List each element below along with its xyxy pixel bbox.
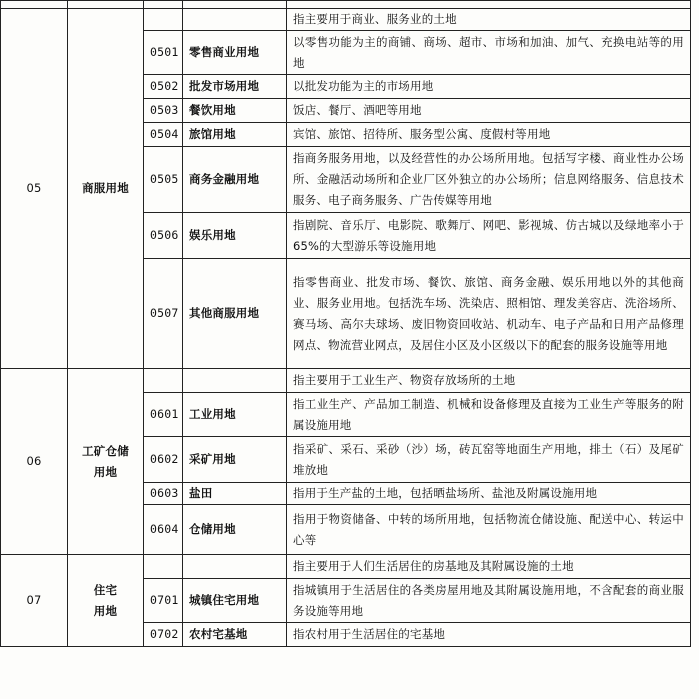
group-description: 指主要用于工业生产、物资存放场所的土地 — [287, 369, 691, 393]
item-description: 指用于生产盐的土地，包括晒盐场所、盐池及附属设施用地 — [287, 483, 691, 505]
table-cell — [183, 1, 287, 9]
group-code-cell: 07 — [1, 555, 68, 647]
table-cell — [144, 369, 183, 393]
item-name: 旅馆用地 — [183, 123, 287, 147]
item-code: 0505 — [144, 147, 183, 213]
item-code: 0601 — [144, 393, 183, 437]
item-description: 以零售功能为主的商铺、商场、超市、市场和加油、加气、充换电站等的用地 — [287, 31, 691, 75]
table-cell — [183, 555, 287, 579]
item-code: 0501 — [144, 31, 183, 75]
item-name: 零售商业用地 — [183, 31, 287, 75]
group-name: 住宅用地 — [93, 582, 118, 618]
item-name: 餐饮用地 — [183, 99, 287, 123]
table-row — [1, 369, 691, 393]
table-cell — [287, 1, 691, 9]
table-cell — [1, 1, 68, 9]
item-name: 仓储用地 — [183, 505, 287, 555]
group-name-cell — [68, 9, 144, 369]
item-code: 0702 — [144, 623, 183, 647]
item-description: 指采矿、采石、采砂（沙）场，砖瓦窑等地面生产用地，排土（石）及尾矿堆放地 — [287, 437, 691, 483]
item-code: 0602 — [144, 437, 183, 483]
item-description: 指商务服务用地，以及经营性的办公场所用地。包括写字楼、商业性办公场所、金融活动场所和企业厂区外独立的办公场所；信息网络服务、信息技术服务、电子商务服务、广告传媒等用地 — [287, 147, 691, 213]
item-name: 盐田 — [183, 483, 287, 505]
item-description: 指零售商业、批发市场、餐饮、旅馆、商务金融、娱乐用地以外的其他商业、服务业用地。包括洗车场、洗染店、照相馆、理发美容店、洗浴场所、赛马场、高尔夫球场、废旧物资回收站、机动车、电子产品和日用产品修理网点、物流营业网点，及居住小区及小区级以下的配套的服务设施等用地 — [287, 259, 691, 369]
item-description: 指剧院、音乐厅、电影院、歌舞厅、网吧、影视城、仿古城以及绿地率小于65%的大型游乐等设施用地 — [287, 213, 691, 259]
table-row — [1, 555, 691, 579]
item-description: 指工业生产、产品加工制造、机械和设备修理及直接为工业生产等服务的附属设施用地 — [287, 393, 691, 437]
item-name: 其他商服用地 — [183, 259, 287, 369]
table-cell — [68, 1, 144, 9]
item-name: 城镇住宅用地 — [183, 579, 287, 623]
table-cell — [144, 1, 183, 9]
item-description: 指城镇用于生活居住的各类房屋用地及其附属设施用地，不含配套的商业服务设施等用地 — [287, 579, 691, 623]
item-description: 以批发功能为主的市场用地 — [287, 75, 691, 99]
group-description: 指主要用于商业、服务业的土地 — [287, 9, 691, 31]
item-code: 0603 — [144, 483, 183, 505]
group-name: 商服用地 — [82, 181, 129, 195]
item-name: 工业用地 — [183, 393, 287, 437]
item-description: 饭店、餐厅、酒吧等用地 — [287, 99, 691, 123]
table-row — [1, 1, 691, 9]
group-code-cell: 05 — [1, 9, 68, 369]
group-name-cell — [68, 555, 144, 647]
item-code: 0504 — [144, 123, 183, 147]
item-name: 批发市场用地 — [183, 75, 287, 99]
item-description: 指农村用于生活居住的宅基地 — [287, 623, 691, 647]
table-cell — [183, 369, 287, 393]
group-code-cell: 06 — [1, 369, 68, 555]
table-cell — [144, 9, 183, 31]
item-code: 0507 — [144, 259, 183, 369]
item-name: 娱乐用地 — [183, 213, 287, 259]
item-code: 0503 — [144, 99, 183, 123]
item-name: 农村宅基地 — [183, 623, 287, 647]
group-name-cell — [68, 369, 144, 555]
item-code: 0506 — [144, 213, 183, 259]
item-code: 0604 — [144, 505, 183, 555]
item-name: 采矿用地 — [183, 437, 287, 483]
table-cell — [183, 9, 287, 31]
item-code: 0502 — [144, 75, 183, 99]
table-cell — [144, 555, 183, 579]
item-description: 宾馆、旅馆、招待所、服务型公寓、度假村等用地 — [287, 123, 691, 147]
item-name: 商务金融用地 — [183, 147, 287, 213]
item-code: 0701 — [144, 579, 183, 623]
group-name: 工矿仓储用地 — [82, 443, 129, 479]
table-row — [1, 9, 691, 31]
item-description: 指用于物资储备、中转的场所用地，包括物流仓储设施、配送中心、转运中心等 — [287, 505, 691, 555]
group-description: 指主要用于人们生活居住的房基地及其附属设施的土地 — [287, 555, 691, 579]
